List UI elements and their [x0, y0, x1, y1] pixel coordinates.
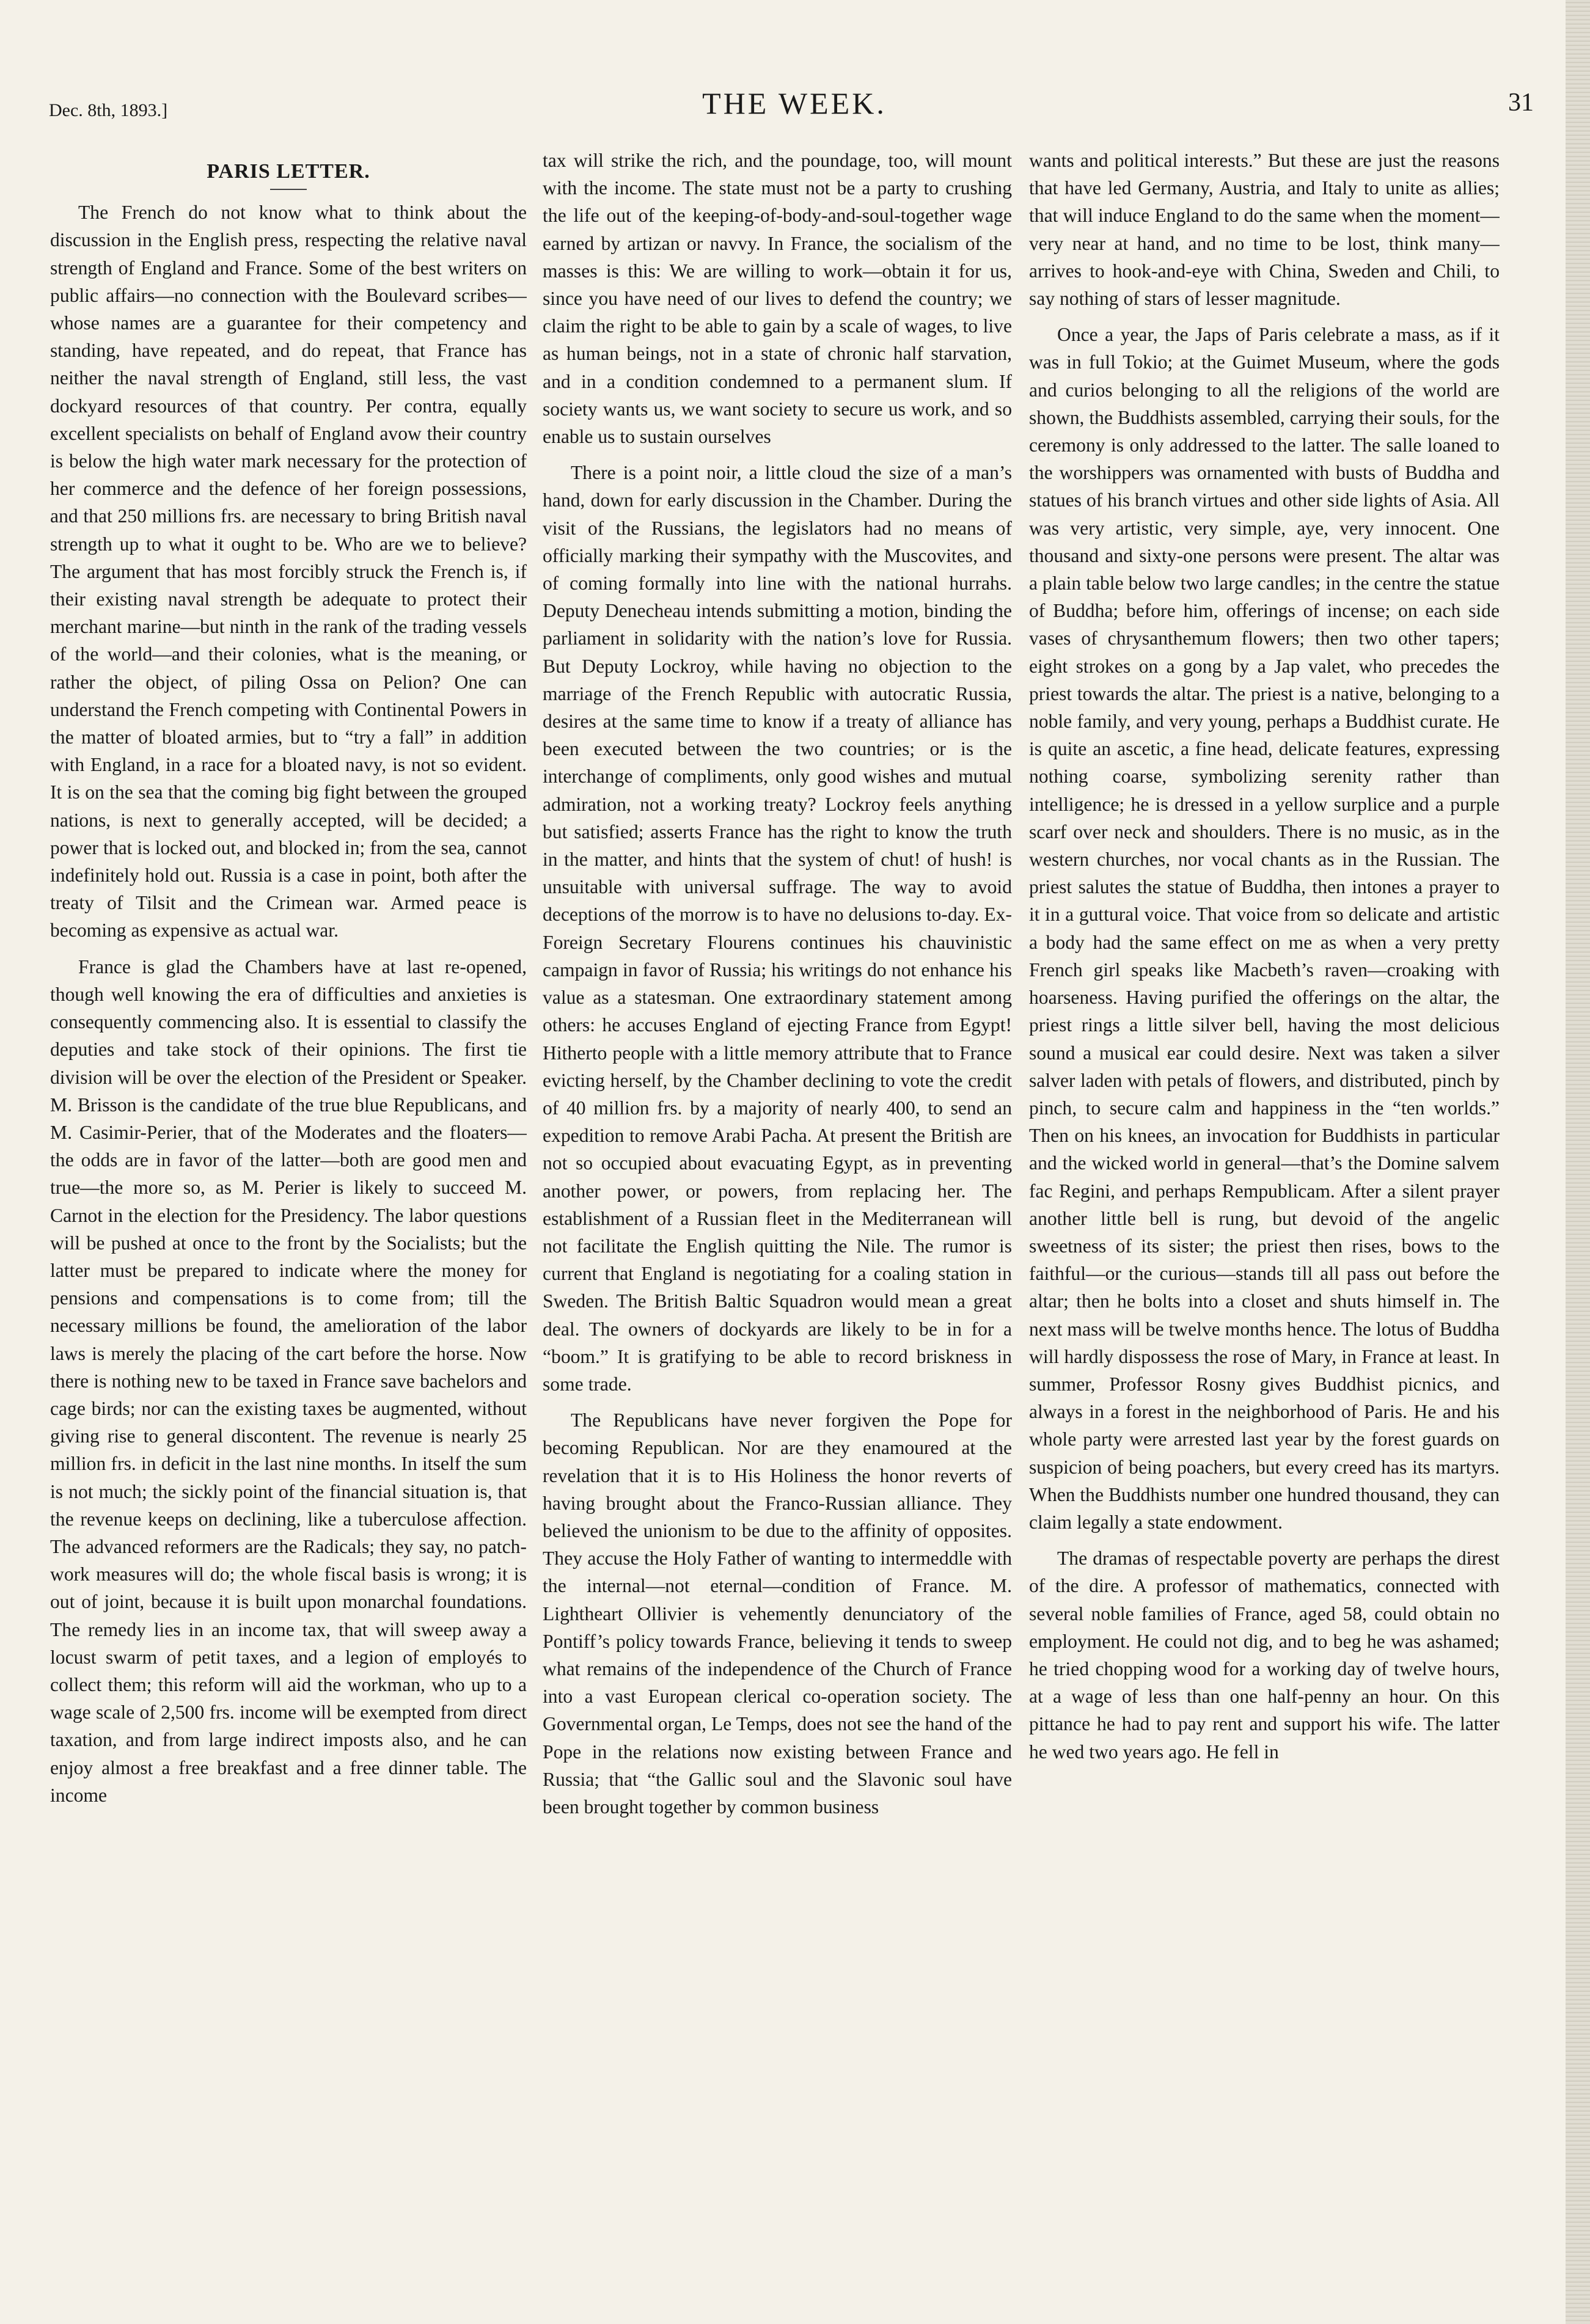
- paragraph: wants and political interests.” But these are just the reasons that have led Germany, Austria, and Italy to unite as allies; that will induce England to do the same when the moment—very near at hand, and no time to be lost, think many—arrives to hook-and-eye with China, Sweden and Chili, to say nothing of stars of lesser magnitude.: [1029, 150, 1500, 310]
- paragraph: The Republicans have never forgiven the Pope for becoming Republican. Nor are they enamoured at the revelation that it is to His Holiness the honor reverts of having brought about the Franco-Russian alliance. They believed the unionism to be due to the affinity of opposites. They accuse the Holy Father of wanting to intermeddle with the internal—not eternal—condition of France. M. Lightheart Ollivier is vehemently denunciatory of the Pontiff’s policy towards France, believing it tends to sweep what remains of the independence of the Church of France into a vast European clerical co-operation society. The Governmental organ, Le Temps, does not see the hand of the Pope in the relations now existing between France and Russia; that “the Gallic soul and the Slavonic soul have been brought together by common business: [543, 1409, 1012, 1818]
- paragraph: Once a year, the Japs of Paris celebrate a mass, as if it was in full Tokio; at the Guimet Museum, where the gods and curios belonging to all the religions of the world are shown, the Buddhists assembled, carrying their souls, for the ceremony is only addressed to the latter. The salle loaned to the worshippers was ornamented with busts of Buddha and statues of his branch virtues and other side lights of Asia. All was very artistic, very simple, aye, very innocent. One thousand and sixty-one persons were present. The altar was a plain table below two large candles; in the centre the statue of Buddha; before him, offerings of incense; on each side vases of chrysanthemum flowers; then two other tapers; eight strokes on a gong by a Jap valet, who precedes the priest towards the altar. The priest is a native, belonging to a noble family, and very young, perhaps a Buddhist curate. He is quite an ascetic, a fine head, delicate features, expressing nothing coarse, symbolizing serenity rather than intelligence; he is dressed in a yellow surplice and a purple scarf over neck and shoulders. There is no music, as in the western churches, nor vocal chants as in the Russian. The priest salutes the statue of Buddha, then intones a prayer to it in a guttural voice. That voice from so delicate and artistic a body had the same effect on me as when a very pretty French girl speaks like Macbeth’s raven—croaking with hoarseness. Having purified the offerings on the altar, the priest rings a little silver bell, having the most delicious sound a musical ear could desire. Next was taken a silver salver laden with petals of flowers, and distributed, pinch by pinch, to secure calm and happiness in the “ten worlds.” Then on his knees, an invocation for Buddhists in particular and the wicked world in general—that’s the Domine salvem fac Regini, and perhaps Rempublicam. After a silent prayer another little bell is rung, but devoid of the angelic sweetness of its sister; the priest then rises, bows to the faithful—or the curious—stands till all pass out before the altar; then he bolts into a closet and shuts himself in. The next mass will be twelve months hence. The lotus of Buddha will hardly dispossess the rose of Mary, in France at least. In summer, Professor Rosny gives Buddhist picnics, and always in a forest in the neighborhood of Paris. He and his whole party were arrested last year by the forest guards on suspicion of being poachers, but every creed has its martyrs. When the Buddhists number one hundred thousand, they can claim legally a state endowment.: [1029, 324, 1500, 1533]
- title-rule: [270, 189, 307, 190]
- page-header: [43, 86, 1546, 134]
- article-title: PARIS LETTER.: [207, 160, 370, 183]
- binding-edge: [1566, 0, 1590, 2324]
- paragraph: There is a point noir, a little cloud the size of a man’s hand, down for early discussion in the Chamber. During the visit of the Russians, the legislators had no means of officially marking their sympathy with the Muscovites, and of coming formally into line with the national hurrahs. Deputy Denecheau intends submitting a motion, binding the parliament in solidarity with the nation’s love for Russia. But Deputy Lockroy, while having no objection to the marriage of the French Republic with autocratic Russia, desires at the same time to know if a treaty of alliance has been executed between the two countries; or is the interchange of compliments, only good wishes and mutual admiration, not a working treaty? Lockroy feels anything but satisfied; asserts France has the right to know the truth in the matter, and hints that the system of chut! of hush! is unsuitable with universal suffrage. The way to avoid deceptions of the morrow is to have no delusions to-day. Ex-Foreign Secretary Flourens continues his chauvinistic campaign in favor of Russia; his writings do not enhance his value as a statesman. One extraordinary statement among others: he accuses England of ejecting France from Egypt! Hitherto people with a little memory attribute that to France evicting herself, by the Chamber declining to vote the credit of 40 million frs. by a majority of nearly 400, to send an expedition to remove Arabi Pacha. At present the British are not so occupied about evacuating Egypt, as in preventing another power, or powers, from replacing her. The establishment of a Russian fleet in the Mediterranean will not facilitate the English quitting the Nile. The rumor is current that England is negotiating for a coaling station in Sweden. The British Baltic Squadron would mean a great deal. The owners of dockyards are likely to be in for a “boom.” It is gratifying to be able to record briskness in some trade.: [543, 462, 1012, 1395]
- paragraph: France is glad the Chambers have at last re-opened, though well knowing the era of difficulties and anxieties is consequently commencing also. It is essential to classify the deputies and take stock of their opinions. The first tie division will be over the election of the President or Speaker. M. Brisson is the candidate of the true blue Republicans, and M. Casimir-Perier, that of the Moderates and the floaters—the odds are in favor of the latter—both are good men and true—the more so, as M. Perier is likely to succeed M. Carnot in the election for the Presidency. The labor questions will be pushed at once to the front by the Socialists; but the latter must be prepared to indicate where the money for pensions and compensations is to come from; till the necessary millions be found, the amelioration of the labor laws is merely the placing of the cart before the horse. Now there is nothing new to be taxed in France save bachelors and cage birds; nor can the existing taxes be augmented, without giving rise to general discontent. The revenue is nearly 25 million frs. in deficit in the last nine months. In itself the sum is not much; the sickly point of the financial situation is, that the revenue keeps on declining, like a tuberculose affection. The advanced reformers are the Radicals; they say, no patch-work measures will do; the whole fiscal basis is wrong; it is out of joint, because it is built upon monarchal foundations. The remedy lies in an income tax, that will sweep away a locust swarm of petit taxes, and a legion of employés to collect them; this reform will aid the workman, who up to a wage scale of 2,500 frs. income will be exempted from direct taxation, and from large indirect imposts also, and he can enjoy almost a free breakfast and a free dinner table. The income: [50, 956, 527, 1806]
- column-2: [543, 147, 1012, 2297]
- column-3: [1029, 147, 1500, 2297]
- publication-title: THE WEEK.: [702, 86, 887, 120]
- issue-date: Dec. 8th, 1893.]: [49, 100, 168, 120]
- paragraph: The dramas of respectable poverty are perhaps the direst of the dire. A professor of mathematics, connected with several noble families of France, aged 58, could obtain no employment. He could not dig, and to beg he was ashamed; he tried chopping wood for a working day of twelve hours, at a wage of less than one half-penny an hour. On this pittance he had to pay rent and support his wife. The latter he wed two years ago. He fell in: [1029, 1548, 1500, 1763]
- paragraph: tax will strike the rich, and the poundage, too, will mount with the income. The state must not be a party to crushing the life out of the keeping-of-body-and-soul-together wage earned by artizan or navvy. In France, the socialism of the masses is this: We are willing to work—obtain it for us, since you have need of our lives to defend the country; we claim the right to be able to gain by a scale of wages, to live as human beings, not in a state of chronic half starvation, and in a condition condemned to a permanent slum. If society wants us, we want society to secure us work, and so enable us to sustain ourselves: [543, 150, 1012, 448]
- page-number: 31: [1508, 89, 1534, 117]
- column-1: [50, 147, 527, 2297]
- paragraph: The French do not know what to think about the discussion in the English press, respecting the relative naval strength of England and France. Some of the best writers on public affairs—no connection with the Boulevard scribes—whose names are a guarantee for their competency and standing, have repeated, and do repeat, that France has neither the naval strength of England, still less, the vast dockyard resources of that country. Per contra, equally excellent specialists on behalf of England avow their country is below the high water mark necessary for the protection of her commerce and the defence of her foreign possessions, and that 250 millions frs. are necessary to bring British naval strength up to what it ought to be. Who are we to believe? The argument that has most forcibly struck the French is, if their existing naval strength be adequate to protect their merchant marine—but ninth in the rank of the trading vessels of the world—and their colonies, what is the meaning, or rather the object, of piling Ossa on Pelion? One can understand the French competing with Continental Powers in the matter of bloated armies, but to “try a fall” in addition with England, in a race for a bloated navy, is not so evident. It is on the sea that the coming big fight between the grouped nations, is next to generally accepted, will be decided; a power that is locked out, and blocked in; from the sea, cannot indefinitely hold out. Russia is a case in point, both after the treaty of Tilsit and the Crimean war. Armed peace is becoming as expensive as actual war.: [50, 202, 527, 941]
